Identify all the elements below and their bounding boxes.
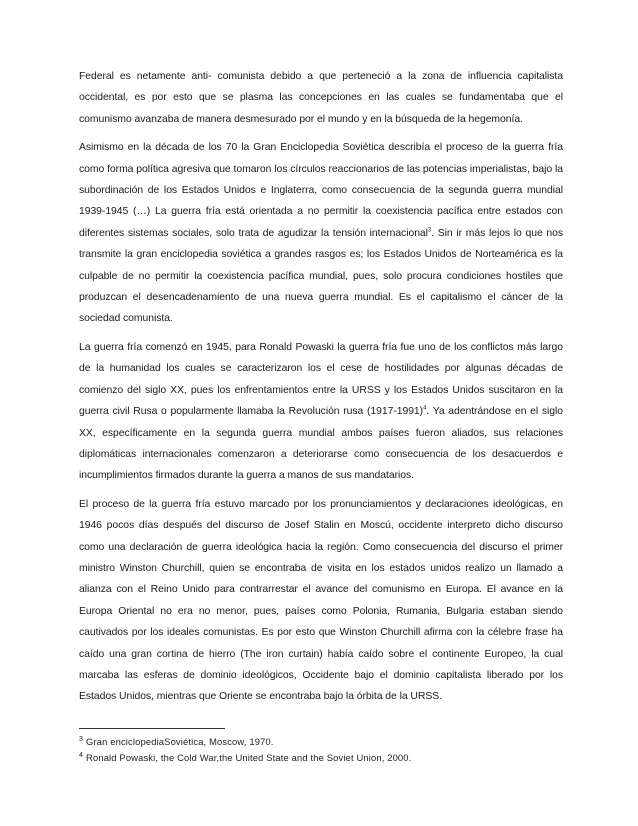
paragraph-3-text-b: . Ya adentrándose en el siglo XX, específicamente en la segunda guerra mundial ambos países fueron aliados, sus relaciones diplomáticas internacionales comenzaron a deteriorarse como consecuencia de los desacuerdos e incumplimientos firmados durante la guerra a manos de sus mandatarios.: [79, 406, 563, 482]
paragraph-2-text-b: . Sin ir más lejos lo que nos transmite la gran enciclopedia soviética a grandes rasgos es; los Estados Unidos de Norteamérica es la culpable de no permitir la coexistencia pacífica mundial, pues, solo procura condiciones hostiles que produzcan el desencadenamiento de una nueva guerra mundial. Es el capitalismo el cáncer de la sociedad comunista.: [79, 227, 564, 325]
footnote-ref-4: 4: [423, 405, 427, 412]
footnote-text-4: Ronald Powaski, the Cold War,the United State and the Soviet Union, 2000.: [86, 752, 412, 763]
footnote-number-4: 4: [79, 751, 84, 759]
footnote-ref-3: 3: [427, 227, 432, 234]
paragraph-3: [79, 337, 563, 487]
paragraph-2: [79, 137, 563, 330]
paragraph-1: Federal es netamente anti- comunista debido a que perteneció a la zona de influencia capitalista occidental, es por esto que se plasma las concepciones en las cuales se fundamentaba que el comunismo avanzaba de manera desmesurado por el mundo y en la búsqueda de la hegemonía.: [79, 71, 563, 125]
paragraph-3-text-a: La guerra fría comenzó en 1945, para Ronald Powaski la guerra fría fue uno de los conflictos más largo de la humanidad los cuales se caracterizaron los el cese de hostilidades por algunas décadas de comienzo del siglo XX, pues los enfrentamientos entre la URSS y los Estados Unidos suscitaron en la guerra civil Rusa o popularmente llamaba la Revolución rusa (1917-1991): [79, 341, 563, 418]
footnote-separator: [79, 728, 225, 729]
paragraph-2-text-a: Asimismo en la década de los 70 la Gran Enciclopedia Soviética describía el proceso de la guerra fría como forma política agresiva que tomaron los círculos reaccionarios de las potencias imperialistas, bajo la subordinación de los Estados Unidos e Inglaterra, como consecuencia de la segunda guerra mundial 1939-1945 (…) La guerra fría está orientada a no permitir la coexistencia pacífica entre estados con diferentes sistemas sociales, solo trata de agudizar la tensión internacional: [79, 142, 563, 239]
footnote-text-3: Gran enciclopediaSoviética, Moscow, 1970.: [86, 736, 274, 747]
footnote-4: [79, 750, 563, 766]
footnotes-section: [79, 728, 563, 766]
document-body: [79, 66, 563, 715]
footnote-3: [79, 734, 563, 750]
paragraph-4: El proceso de la guerra fría estuvo marcado por los pronunciamientos y declaraciones ideológicas, en 1946 pocos días después del discurso de Josef Stalin en Moscú, occidente interpreto dicho discurso como una declaración de guerra ideológica hacia la región. Como consecuencia del discurso el primer ministro Winston Churchill, quien se encontraba de visita en los estados unidos realizo un llamado a alianza con el Reino Unido para contrarrestar el avance del comunismo en Europa. El avance en la Europa Oriental no era no menor, pues, países como Polonia, Rumania, Bulgaria estaban siendo cautivados por los ideales comunistas. Es por esto que Winston Churchill afirma con la célebre frase ha caído una gran cortina de hierro (The iron curtain) había caído sobre el continente Europeo, la cual marcaba las esferas de dominio ideológicos, Occidente bajo el dominio capitalista liberado por los Estados Unidos, mientras que Oriente se encontraba bajo la órbita de la URSS.: [79, 498, 563, 703]
footnote-number-3: 3: [79, 735, 84, 743]
